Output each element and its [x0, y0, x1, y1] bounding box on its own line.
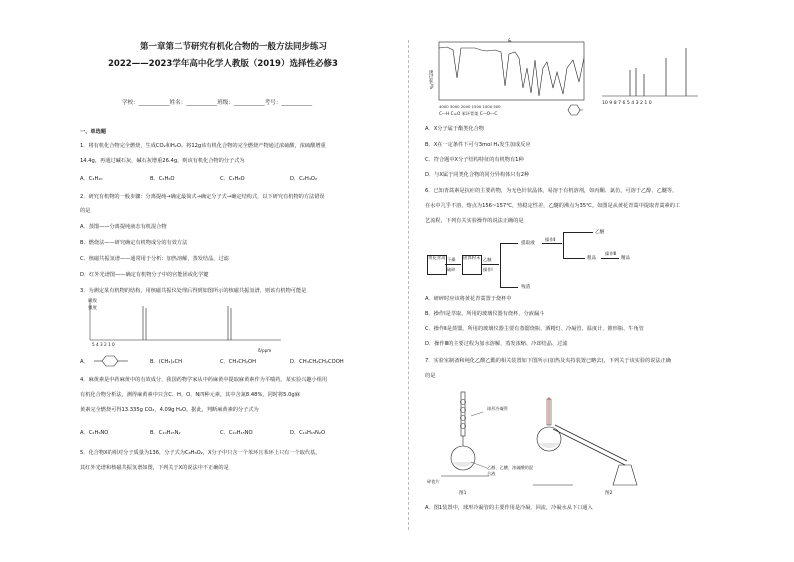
- student-info-line: 学校：___________姓名：___________班级：___________考号：___________: [122, 100, 313, 106]
- q7-line1: 7．实验室制备和纯化乙酸乙酯的相关装置如下图所示(加热及夹持装置已略去)，下列关于该实验的说法正确: [425, 358, 671, 364]
- q6-line2: 在水中几乎不溶，熔点为156~157℃，热稳定性差，乙醚的沸点为35℃。如图是从黄花青蒿中提取青蒿素的工: [425, 203, 681, 209]
- flow-arrow-1: [445, 264, 461, 265]
- q6-line3: 艺流程，下列有关实验操作的说法正确的是: [425, 218, 524, 224]
- q5-option-a: A．X分子属于酯类化合物: [425, 126, 484, 132]
- nmr-axis: 10 9 8 7 6 5 4 3 2 1 0: [602, 101, 652, 106]
- flow-branch: [500, 243, 501, 287]
- q1-stem-line1: 1．将有机化合物完全燃烧，生成CO₂和H₂O。将12g该有机化合物的完全燃烧产物通过浓硫酸，浓硫酸增重: [80, 143, 326, 149]
- flow-op1: 操作Ⅰ: [483, 267, 493, 272]
- flow-op2: 操作Ⅱ: [545, 237, 556, 242]
- q3-option-a-structure: [92, 354, 134, 368]
- q2-stem-line2: 的是: [80, 208, 91, 214]
- flow-ether: 乙醚: [595, 230, 605, 235]
- q5-option-d: D．与X属于同类化合物的同分异构体只有2种: [425, 172, 530, 178]
- q3-nmr-ylabel1: 吸收: [88, 299, 97, 304]
- q3-nmr-ylabel2: 强度: [88, 306, 97, 311]
- flow-arrow-4: [601, 258, 619, 259]
- flow-branch-2-bottom: [563, 258, 585, 259]
- q4-option-a: A．C₂H₅NO: [80, 430, 109, 436]
- q4-option-c: C．C₁₀H₁₅NO: [220, 430, 253, 436]
- flow-branch-2: [563, 232, 564, 258]
- q5-option-c: C．符合题中X分子结构特征的有机物有1种: [425, 157, 524, 163]
- flow-residue: 残渣: [521, 285, 531, 290]
- ir-spectrum: [435, 38, 590, 113]
- flow-product: 精品: [621, 256, 631, 261]
- q6-option-c: C．操作Ⅱ是蒸馏，所用的玻璃仪器主要有蒸馏烧瓶、酒精灯、冷凝管、温度计、锥形瓶、牛角管: [425, 326, 644, 332]
- q3-option-c: C．CH₃CH₂OH: [220, 359, 256, 365]
- q3-option-b: B．(CH₃)₂CH: [150, 359, 182, 365]
- q4-option-b: B．C₁₀H₁₅N₂: [150, 430, 181, 436]
- q3-option-a: A．: [80, 359, 89, 365]
- q6-option-a: A．研碎时应该将黄花青蒿置于烧杯中: [425, 296, 512, 302]
- q5-line2: 其红外光谱和核磁共振氢谱如图，下列关于X的说法中不正确的是: [80, 465, 229, 471]
- q1-option-c: C．C₃H₈O: [220, 176, 245, 182]
- page-subtitle: 2022——2023学年高中化学人教版（2019）选择性必修3: [108, 59, 338, 69]
- q4-option-d: D．C₁₀H₁₅N₂O: [290, 430, 326, 436]
- flow-solvent: 乙醚: [483, 257, 492, 262]
- q7-fig1-condenser-label: 球形冷凝管: [487, 406, 508, 411]
- q3-nmr-spectrum: [86, 296, 286, 346]
- q2-option-d: D．红外光谱图——确定有机物分子中的官能团或化学键: [80, 272, 209, 278]
- q7-fig2-caption: 图2: [605, 491, 613, 496]
- q3-stem: 3．为测定某有机物的结构，用核磁共振仪处理后得到如图所示的核磁共振氢谱，则该有机物可能是: [80, 288, 307, 294]
- q4-line3: 黄素完全燃烧可得13.335g CO₂，4.09g H₂O，据此，判断麻黄素的分子式为: [80, 407, 259, 413]
- flow-arrow-2: [481, 264, 499, 265]
- section-heading: 一、单选题: [80, 129, 106, 135]
- flow-extract: 提取液: [521, 241, 535, 246]
- q2-option-a: A．蒸馏——分离提纯液态有机混合物: [80, 224, 167, 230]
- q1-option-a: A．C₄H₁₀: [80, 176, 103, 182]
- q4-line2: 有机化合物分析法，测得麻黄素中只含C、H、O、N四种元素，其中含氮8.48%，同时将5.0g麻: [80, 392, 300, 398]
- q7-line2: 的是: [425, 373, 436, 379]
- q7-figure2-apparatus: [533, 395, 643, 490]
- flow-arrow-3: [542, 243, 562, 244]
- x-nmr-spectrum: [600, 38, 700, 100]
- q5-line1: 5．化合物X的相对分子质量为136，分子式为C₈H₈O₂，X分子中只含一个苯环且苯环上只有一个取代基，: [80, 450, 321, 456]
- q3-nmr-unit: δ/ppm: [258, 348, 272, 353]
- flow-crude: 粗品: [587, 256, 597, 261]
- flow-step-crush: 破碎: [447, 267, 456, 272]
- flow-branch-bottom: [500, 287, 518, 288]
- q6-option-d: D．操作Ⅲ的主要过程为加水溶解、蒸发浓缩、冷却结晶、过滤: [425, 341, 568, 347]
- q7-fig1-liquid-label: 乙醇、乙酸、浓硫酸的混合液: [487, 465, 534, 476]
- q6-line1: 6．已知青蒿素是抗疟的主要药物，为无色针状晶体，易溶于有机溶剂，如丙酮、氯仿，可溶于乙醇、乙醚等，: [425, 188, 678, 194]
- flow-op3: 操作Ⅲ: [605, 251, 617, 256]
- q1-option-d: D．C₂H₄O₂: [290, 176, 318, 182]
- flow-solid-label: 固体粉末: [463, 256, 481, 261]
- page-title: 第一章第二节研究有机化合物的一般方法同步练习: [140, 42, 328, 52]
- ir-xaxis: 4000 3000 2000 1500 1000 500: [439, 104, 501, 109]
- q1-stem-line2: 14.4g，再通过碱石灰，碱石灰增重26.4g，则该有机化合物的分子式为: [80, 158, 245, 164]
- q7-fig1-stone-label: 碎瓷片: [427, 479, 440, 484]
- svg-text:&: &: [508, 38, 512, 43]
- q7-option-a: A．图1装置中，球形冷凝管的主要作用是冷凝、回流，冷凝水从下口通入: [425, 505, 593, 511]
- flow-raw-label: 黄花青蒿: [428, 256, 446, 261]
- q3-nmr-axis: 5 4 3 2 1 0: [92, 342, 115, 347]
- ir-peak-labels: C—H C=O 苯环骨架 C—O—C: [439, 111, 498, 116]
- flow-box-raw: [427, 255, 447, 275]
- benzene-ring-icon: [565, 104, 583, 116]
- q4-line1: 4．麻黄素是中药麻黄中的有效成分，我国药物学家从中药麻黄中提取麻黄素作为平喘药。某实验兴趣小组用: [80, 377, 328, 383]
- q7-fig1-caption: 图1: [459, 491, 467, 496]
- q6-option-b: B．操作Ⅰ是萃取，所用的玻璃仪器有烧杯、分液漏斗: [425, 311, 545, 317]
- q5-option-b: B．X在一定条件下可与3mol H₂发生加成反应: [425, 142, 531, 148]
- flow-branch-2-top: [563, 232, 593, 233]
- flow-box-solid: [462, 255, 482, 275]
- column-divider: [408, 40, 409, 530]
- flow-step-dry: 干燥: [447, 257, 456, 262]
- q2-option-c: C．核磁共振氢谱——通常用于分析：加热溶解，蒸发结晶，过滤: [80, 256, 229, 262]
- q3-option-d: D．CH₃CH₂CH₂COOH: [290, 359, 344, 365]
- ir-ylabel: 透过率/%: [428, 70, 433, 90]
- q2-stem-line1: 2．研究有机物的一般步骤：分离提纯→确定最简式→确定分子式→确定结构式，以下研究有机物的方法错误: [80, 194, 325, 200]
- q1-option-b: B．C₂H₆O: [150, 176, 175, 182]
- q2-option-b: B．燃烧法——研究确定有机物成分的有效方法: [80, 240, 188, 246]
- flow-branch-top: [500, 243, 518, 244]
